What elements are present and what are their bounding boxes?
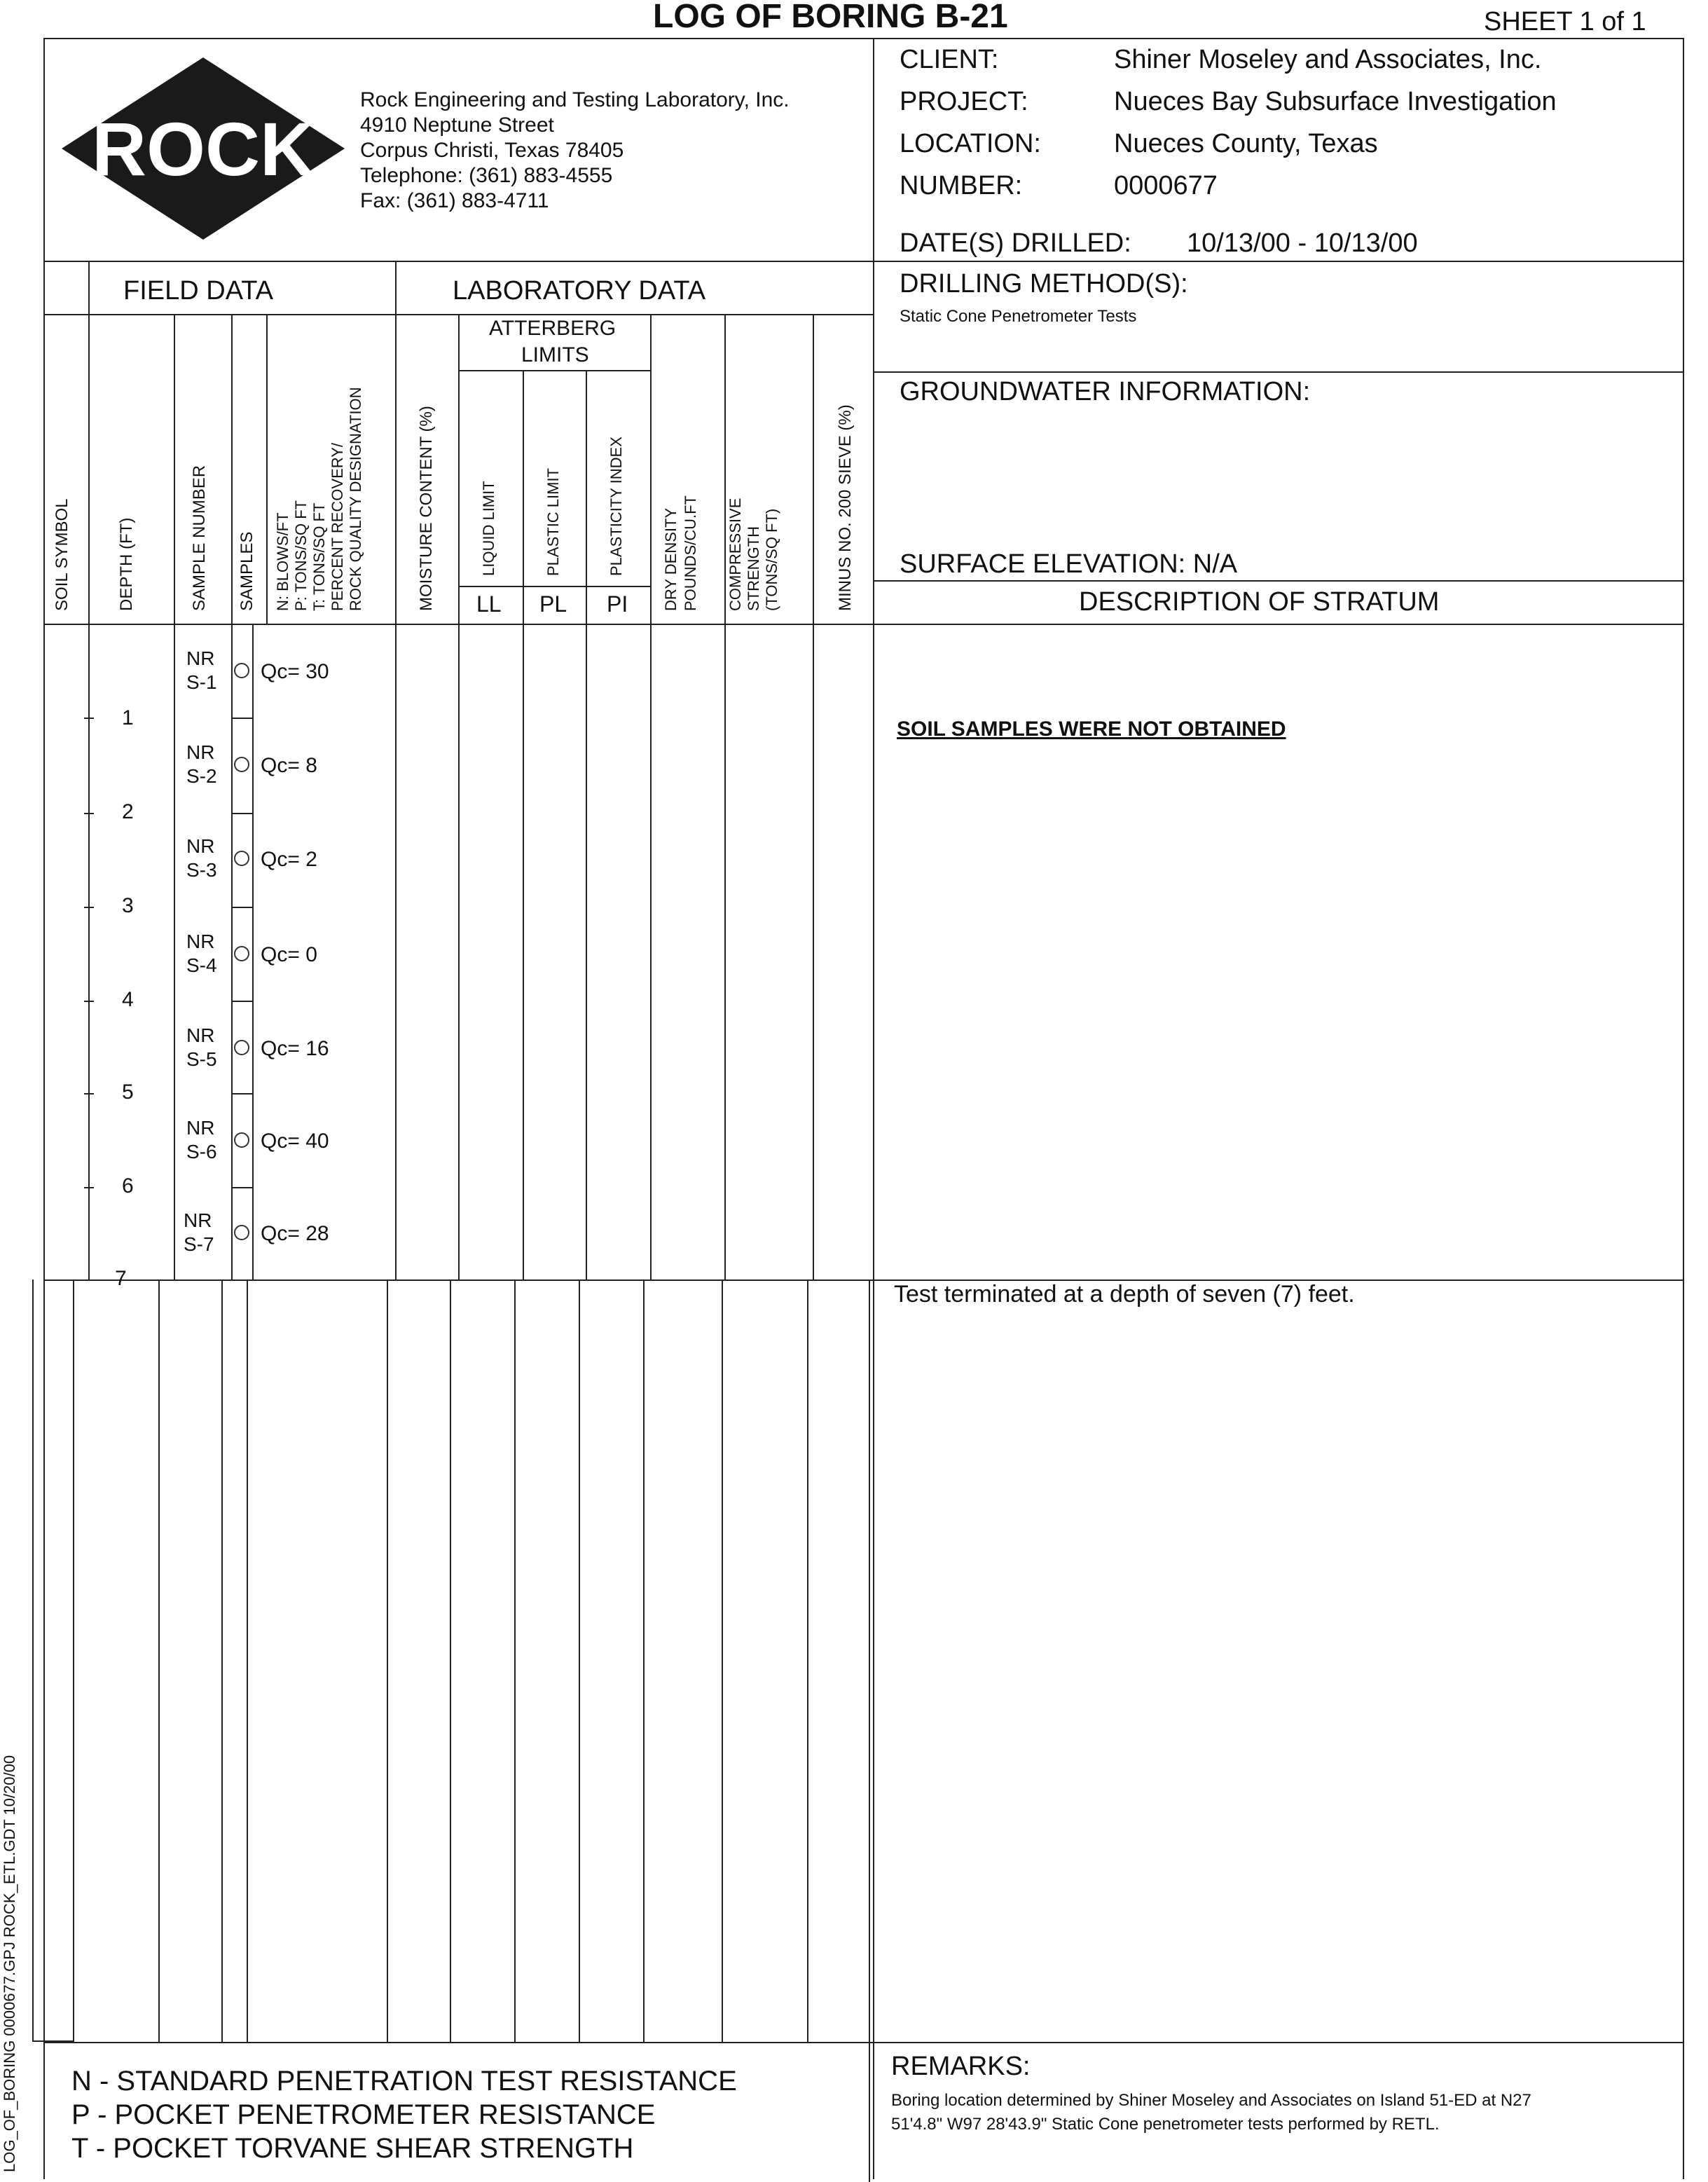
plastic-limit-header: PLASTIC LIMIT <box>544 467 562 576</box>
sample-symbol-icon <box>234 851 249 866</box>
sample-qc: Qc= 16 <box>261 1037 329 1060</box>
stratum-note: SOIL SAMPLES WERE NOT OBTAINED <box>897 718 1286 741</box>
sample-nr: NR <box>186 1117 215 1139</box>
depth-tick <box>84 1001 94 1002</box>
depth-header: DEPTH (FT) <box>117 517 136 611</box>
sample-id: S-2 <box>186 765 217 787</box>
sample-qc: Qc= 28 <box>261 1222 329 1245</box>
project-label: PROJECT: <box>900 87 1028 116</box>
atterberg-header: ATTERBERG <box>489 317 617 340</box>
sample-id: S-4 <box>186 954 217 976</box>
field-legend-1: N: BLOWS/FT <box>274 512 291 611</box>
minus200-header: MINUS NO. 200 SIEVE (%) <box>836 404 855 611</box>
legend-n: N - STANDARD PENETRATION TEST RESISTANCE <box>71 2066 737 2097</box>
depth-label: 3 <box>122 894 134 917</box>
compressive-header-1: COMPRESSIVE <box>726 498 744 611</box>
sample-symbol-icon <box>234 1040 249 1055</box>
compressive-header-3: (TONS/SQ FT) <box>763 508 780 611</box>
drilling-method-label: DRILLING METHOD(S): <box>900 269 1188 299</box>
depth-tick <box>84 907 94 908</box>
sample-nr: NR <box>186 741 215 763</box>
dry-density-header-1: DRY DENSITY <box>662 507 680 611</box>
ll-label: LL <box>476 591 502 617</box>
sample-qc: Qc= 40 <box>261 1130 329 1153</box>
sample-id: S-6 <box>186 1141 217 1162</box>
number-label: NUMBER: <box>900 171 1023 200</box>
sample-number-header: SAMPLE NUMBER <box>190 465 209 611</box>
remarks-line-2: 51'4.8" W97 28'43.9" Static Cone penetrometer tests performed by RETL. <box>891 2115 1440 2134</box>
number-value: 0000677 <box>1114 171 1218 200</box>
field-legend-3: T: TONS/SQ FT <box>310 502 328 611</box>
legend-p: P - POCKET PENETROMETER RESISTANCE <box>71 2099 656 2130</box>
location-label: LOCATION: <box>900 129 1041 158</box>
rock-logo <box>56 55 350 242</box>
sample-symbol-icon <box>234 1132 249 1148</box>
legend-t: T - POCKET TORVANE SHEAR STRENGTH <box>71 2133 634 2164</box>
depth-label: 6 <box>122 1174 134 1198</box>
termination-note: Test terminated at a depth of seven (7) feet. <box>894 1281 1355 1308</box>
lab-data-header: LABORATORY DATA <box>453 276 706 306</box>
depth-tick <box>84 1187 94 1188</box>
sample-qc: Qc= 8 <box>261 754 317 777</box>
field-legend-4: PERCENT RECOVERY/ <box>329 442 346 611</box>
sample-id: S-7 <box>184 1233 214 1255</box>
dates-drilled-label: DATE(S) DRILLED: <box>900 228 1131 258</box>
drilling-method-value: Static Cone Penetrometer Tests <box>900 307 1137 326</box>
moisture-header: MOISTURE CONTENT (%) <box>417 406 436 611</box>
soil-symbol-header: SOIL SYMBOL <box>53 498 71 611</box>
plasticity-index-header: PLASTICITY INDEX <box>607 437 625 576</box>
sample-symbol-icon <box>234 663 249 678</box>
compressive-header-2: STRENGTH <box>745 526 762 611</box>
client-label: CLIENT: <box>900 45 999 74</box>
sample-qc: Qc= 2 <box>261 848 317 871</box>
company-fax: Fax: (361) 883-4711 <box>360 189 549 212</box>
company-city: Corpus Christi, Texas 78405 <box>360 139 624 162</box>
sample-qc: Qc= 30 <box>261 660 329 683</box>
sample-nr: NR <box>186 835 215 857</box>
company-name: Rock Engineering and Testing Laboratory, Inc. <box>360 88 790 111</box>
location-value: Nueces County, Texas <box>1114 129 1378 158</box>
sample-symbol-icon <box>234 757 249 772</box>
sample-symbol-icon <box>234 1225 249 1240</box>
samples-header: SAMPLES <box>237 531 256 611</box>
depth-label: 5 <box>122 1080 134 1104</box>
field-legend-5: ROCK QUALITY DESIGNATION <box>347 387 364 611</box>
pl-label: PL <box>539 591 567 617</box>
limits-header: LIMITS <box>521 343 589 366</box>
remarks-label: REMARKS: <box>891 2052 1031 2081</box>
project-value: Nueces Bay Subsurface Investigation <box>1114 87 1557 116</box>
dry-density-header-2: POUNDS/CU.FT <box>682 495 699 611</box>
sample-id: S-5 <box>186 1048 217 1070</box>
depth-label: 7 <box>115 1267 127 1290</box>
sample-nr: NR <box>186 647 215 669</box>
liquid-limit-header: LIQUID LIMIT <box>480 481 497 576</box>
depth-label: 2 <box>122 800 134 823</box>
page-title: LOG OF BORING B-21 <box>653 0 1008 35</box>
field-data-header: FIELD DATA <box>123 276 273 306</box>
depth-tick <box>84 813 94 814</box>
footer-stamp: LOG_OF_BORING 0000677.GPJ ROCK_ETL.GDT 10/20/00 <box>1 1755 18 2172</box>
sample-id: S-1 <box>186 671 217 693</box>
depth-tick <box>84 1093 94 1095</box>
depth-tick <box>84 718 94 719</box>
logo-text: ROCK <box>92 107 315 191</box>
company-telephone: Telephone: (361) 883-4555 <box>360 164 613 187</box>
depth-label: 1 <box>122 706 134 729</box>
sample-id: S-3 <box>186 859 217 881</box>
surface-elevation: SURFACE ELEVATION: N/A <box>900 549 1238 579</box>
sample-qc: Qc= 0 <box>261 943 317 966</box>
groundwater-label: GROUNDWATER INFORMATION: <box>900 377 1311 406</box>
client-value: Shiner Moseley and Associates, Inc. <box>1114 45 1542 74</box>
remarks-line-1: Boring location determined by Shiner Moseley and Associates on Island 51-ED at N27 <box>891 2091 1531 2110</box>
description-header: DESCRIPTION OF STRATUM <box>1079 587 1440 617</box>
depth-label: 4 <box>122 988 134 1011</box>
company-street: 4910 Neptune Street <box>360 114 554 137</box>
field-legend-2: P: TONS/SQ FT <box>292 500 310 611</box>
sheet-number: SHEET 1 of 1 <box>1484 7 1646 36</box>
sample-nr: NR <box>186 1024 215 1046</box>
sample-nr: NR <box>184 1209 212 1231</box>
pi-label: PI <box>607 591 628 617</box>
sample-symbol-icon <box>234 946 249 961</box>
log-frame <box>43 38 1684 2179</box>
dates-drilled-value: 10/13/00 - 10/13/00 <box>1187 228 1418 258</box>
sample-nr: NR <box>186 931 215 952</box>
